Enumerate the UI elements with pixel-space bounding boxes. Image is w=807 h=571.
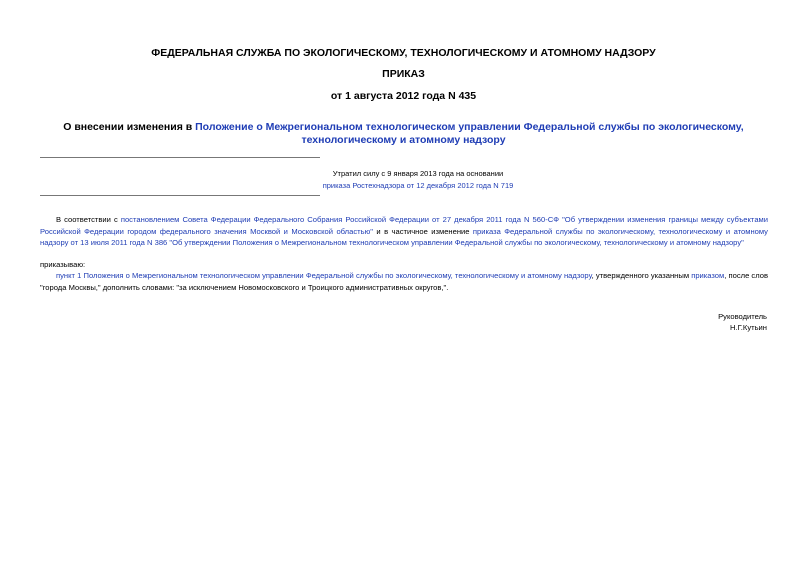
preamble-text-2: и в частичное изменение xyxy=(372,226,473,236)
divider-bottom xyxy=(40,195,320,196)
divider-top xyxy=(40,157,320,158)
signatory-name: Н.Г.Кутьин xyxy=(730,323,767,332)
paragraph-preamble xyxy=(40,214,768,249)
notice-text: Утратил силу с 9 января 2013 года на основании xyxy=(332,169,504,178)
document-type: ПРИКАЗ xyxy=(382,68,425,80)
order-link[interactable]: приказом xyxy=(691,271,725,280)
title-link[interactable]: Положение о Межрегиональном технологическом управлении Федеральной службы по экологическому, технологическому и атомному надзору xyxy=(195,121,744,146)
signatory-position: Руководитель xyxy=(718,312,767,321)
title-prefix: О внесении изменения в xyxy=(63,121,196,133)
paragraph-order: приказываю: xyxy=(40,260,86,269)
document-date-number: от 1 августа 2012 года N 435 xyxy=(330,90,477,102)
signature-block xyxy=(718,311,767,333)
notice-link[interactable]: приказа Ростехнадзора от 12 декабря 2012 года N 719 xyxy=(322,181,514,190)
status-notice xyxy=(308,168,528,192)
order-386-link[interactable]: приказа Федеральной службы по экологическому, технологическому и атомному надзору от 13 июля 2011 года N 386 "Об утверждении Положения о Межрегиональном технологическом управлении Федеральной службы по экологическому, технологическому и атомному надзору" xyxy=(40,226,768,247)
amendment-text-1: , утвержденного указанным xyxy=(591,271,692,280)
resolution-link[interactable]: постановлением Совета Федерации Федерального Собрания Российской Федерации от 27 декабря 2011 года N 560-СФ "Об утверждении изменения границы между субъектами Российской Федерации городом федерального значения Москвой и Московской областью" xyxy=(40,215,769,236)
paragraph-amendment xyxy=(40,270,768,293)
clause-1-link[interactable]: пункт 1 Положения о Межрегиональном технологическом управлении Федеральной службы по экологическому, технологическому и атомному надзору xyxy=(56,271,592,280)
document-title xyxy=(40,121,767,147)
preamble-text-1: В соответствии с xyxy=(56,215,121,224)
amendment-text-2: , после слов "города Москвы," дополнить словами: "за исключением Новомосковского и Троицкого административных округов,". xyxy=(40,271,769,292)
agency-name: ФЕДЕРАЛЬНАЯ СЛУЖБА ПО ЭКОЛОГИЧЕСКОМУ, ТЕХНОЛОГИЧЕСКОМУ И АТОМНОМУ НАДЗОРУ xyxy=(151,47,656,59)
